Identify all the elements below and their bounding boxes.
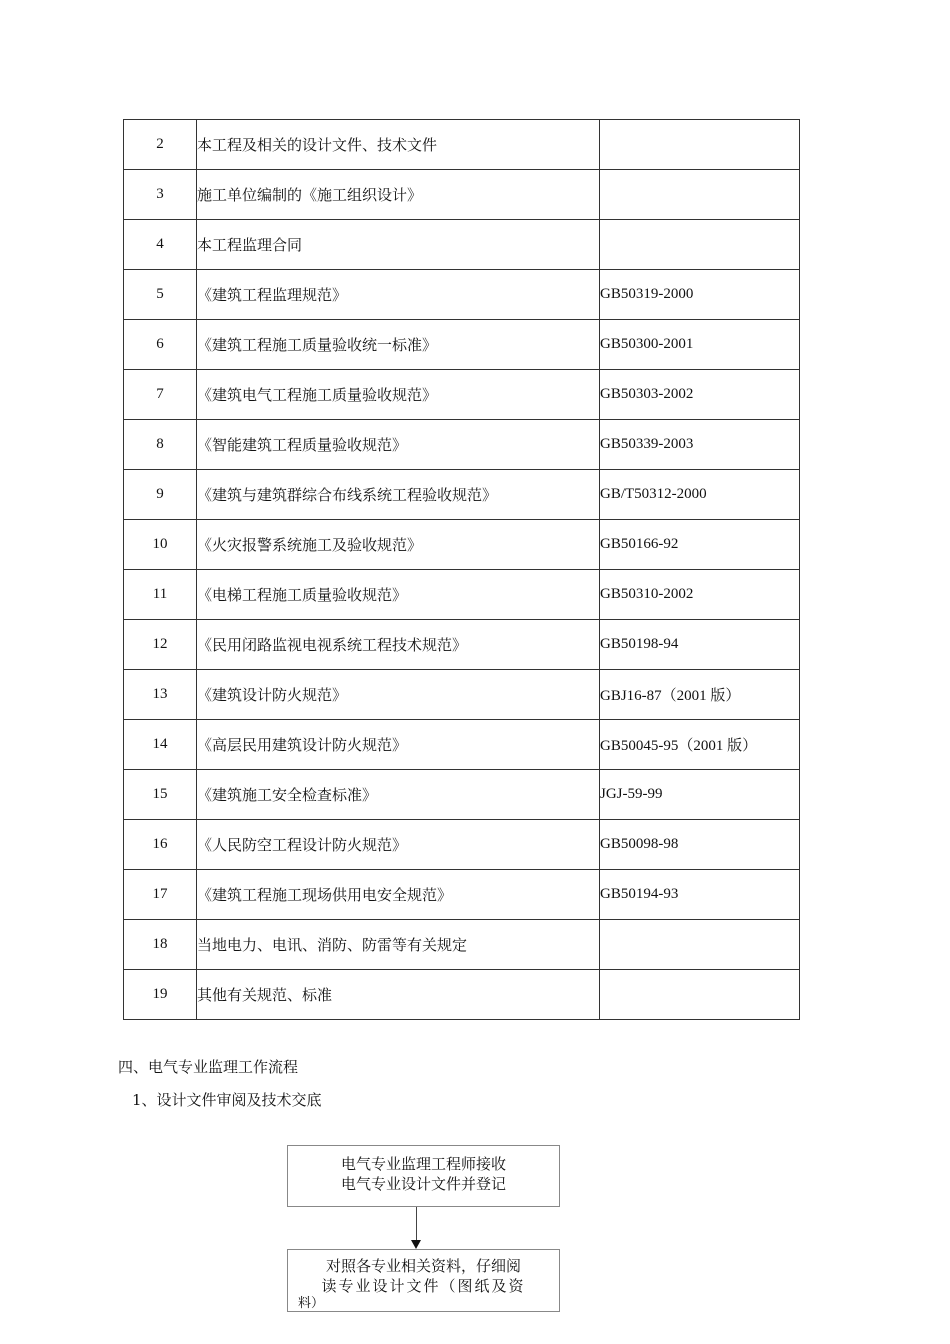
row-standard-code — [600, 220, 800, 270]
row-number: 13 — [124, 670, 197, 720]
flow-box-line: 电气专业监理工程师接收 — [340, 1155, 506, 1173]
flow-box-receive-design-files — [287, 1145, 560, 1207]
row-number: 7 — [124, 370, 197, 420]
table-row — [124, 870, 800, 920]
row-document-name: 《人民防空工程设计防火规范》 — [197, 820, 600, 870]
table-row — [124, 170, 800, 220]
row-document-name: 当地电力、电讯、消防、防雷等有关规定 — [197, 920, 600, 970]
standards-table-body — [124, 120, 800, 1020]
row-standard-code: GB50045-95（2001 版） — [600, 720, 800, 770]
row-standard-code: GB50166-92 — [600, 520, 800, 570]
flow-arrow-line — [416, 1207, 417, 1241]
row-standard-code — [600, 970, 800, 1020]
row-standard-code — [600, 920, 800, 970]
table-row — [124, 270, 800, 320]
subsection-heading: 1、设计文件审阅及技术交底 — [132, 1091, 322, 1109]
row-standard-code: GBJ16-87（2001 版） — [600, 670, 800, 720]
flow-box-line: 读专业设计文件（图纸及资 — [321, 1277, 526, 1295]
section-heading: 四、电气专业监理工作流程 — [118, 1058, 299, 1076]
table-row — [124, 770, 800, 820]
table-row — [124, 970, 800, 1020]
row-document-name: 《火灾报警系统施工及验收规范》 — [197, 520, 600, 570]
row-document-name: 《建筑施工安全检查标准》 — [197, 770, 600, 820]
row-document-name: 《建筑电气工程施工质量验收规范》 — [197, 370, 600, 420]
table-row — [124, 520, 800, 570]
row-document-name: 《建筑设计防火规范》 — [197, 670, 600, 720]
table-row — [124, 820, 800, 870]
row-standard-code: GB50339-2003 — [600, 420, 800, 470]
row-number: 14 — [124, 720, 197, 770]
table-row — [124, 670, 800, 720]
row-number: 11 — [124, 570, 197, 620]
row-number: 5 — [124, 270, 197, 320]
row-number: 19 — [124, 970, 197, 1020]
row-document-name: 《智能建筑工程质量验收规范》 — [197, 420, 600, 470]
row-standard-code: GB50303-2002 — [600, 370, 800, 420]
table-row — [124, 470, 800, 520]
flow-box-line: 电气专业设计文件并登记 — [340, 1175, 506, 1193]
row-number: 6 — [124, 320, 197, 370]
flow-box-line: 料） — [298, 1296, 325, 1311]
flow-box-review-design-files — [287, 1249, 560, 1312]
table-row — [124, 220, 800, 270]
row-document-name: 《建筑工程施工现场供用电安全规范》 — [197, 870, 600, 920]
table-row — [124, 120, 800, 170]
flow-arrow-head-icon — [411, 1240, 421, 1249]
table-row — [124, 320, 800, 370]
row-document-name: 《建筑工程监理规范》 — [197, 270, 600, 320]
row-document-name: 其他有关规范、标准 — [197, 970, 600, 1020]
row-standard-code — [600, 120, 800, 170]
row-document-name: 《电梯工程施工质量验收规范》 — [197, 570, 600, 620]
row-number: 12 — [124, 620, 197, 670]
row-standard-code: GB50098-98 — [600, 820, 800, 870]
row-document-name: 本工程及相关的设计文件、技术文件 — [197, 120, 600, 170]
table-row — [124, 570, 800, 620]
row-document-name: 施工单位编制的《施工组织设计》 — [197, 170, 600, 220]
row-number: 3 — [124, 170, 197, 220]
row-number: 4 — [124, 220, 197, 270]
table-row — [124, 620, 800, 670]
table-row — [124, 920, 800, 970]
row-standard-code: GB50319-2000 — [600, 270, 800, 320]
table-row — [124, 420, 800, 470]
row-number: 8 — [124, 420, 197, 470]
row-standard-code: JGJ-59-99 — [600, 770, 800, 820]
row-standard-code: GB50310-2002 — [600, 570, 800, 620]
row-number: 15 — [124, 770, 197, 820]
row-document-name: 《建筑工程施工质量验收统一标准》 — [197, 320, 600, 370]
standards-table — [123, 119, 800, 1020]
row-standard-code: GB50194-93 — [600, 870, 800, 920]
row-document-name: 《民用闭路监视电视系统工程技术规范》 — [197, 620, 600, 670]
row-standard-code: GB50198-94 — [600, 620, 800, 670]
row-number: 17 — [124, 870, 197, 920]
flow-box-line: 对照各专业相关资料，仔细阅 — [325, 1257, 521, 1275]
row-number: 18 — [124, 920, 197, 970]
row-document-name: 本工程监理合同 — [197, 220, 600, 270]
table-row — [124, 720, 800, 770]
row-standard-code: GB/T50312-2000 — [600, 470, 800, 520]
row-document-name: 《建筑与建筑群综合布线系统工程验收规范》 — [197, 470, 600, 520]
row-document-name: 《高层民用建筑设计防火规范》 — [197, 720, 600, 770]
table-row — [124, 370, 800, 420]
row-number: 2 — [124, 120, 197, 170]
row-standard-code — [600, 170, 800, 220]
row-number: 16 — [124, 820, 197, 870]
row-number: 9 — [124, 470, 197, 520]
row-standard-code: GB50300-2001 — [600, 320, 800, 370]
row-number: 10 — [124, 520, 197, 570]
